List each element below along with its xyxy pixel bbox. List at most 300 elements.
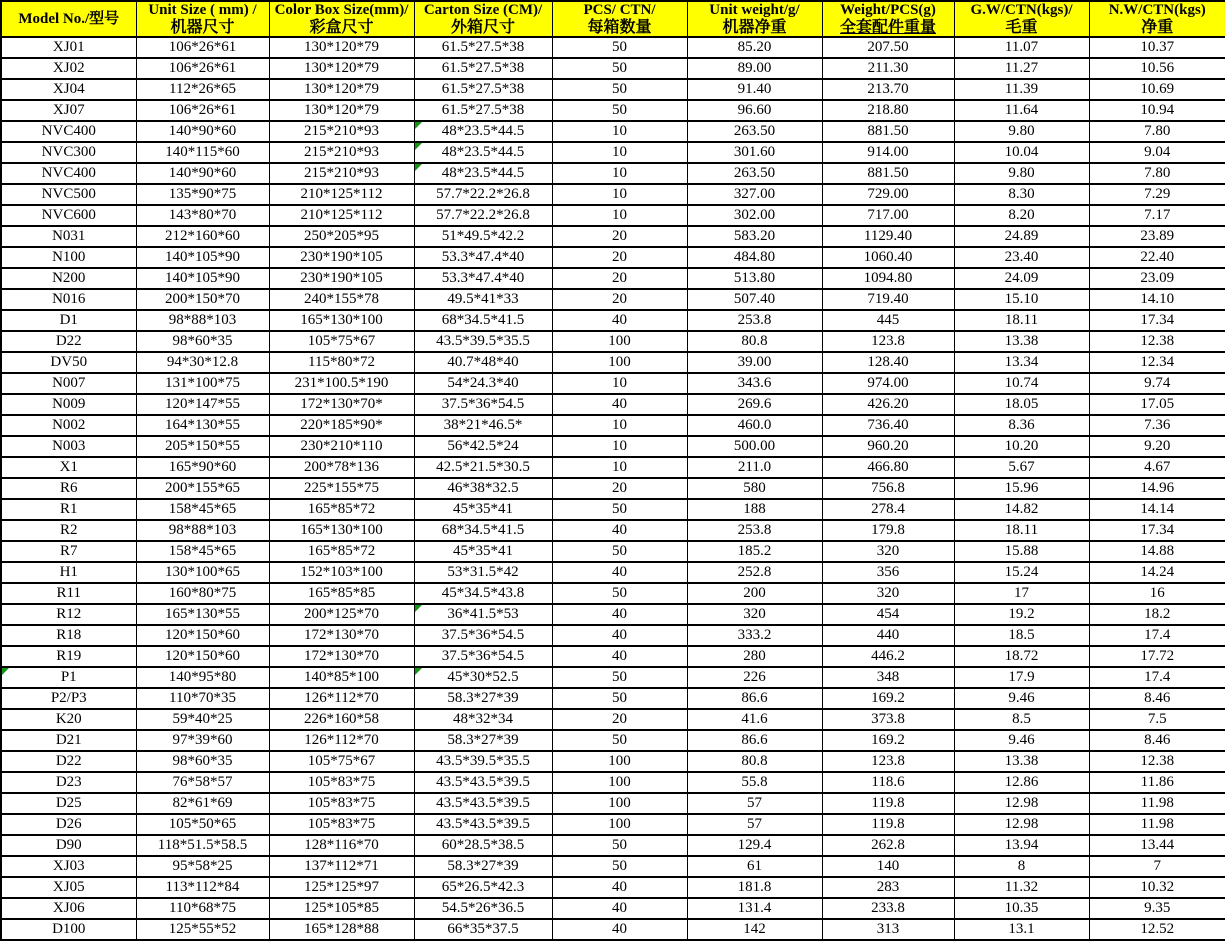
cell-weight-pcs[interactable]: 320 (822, 583, 954, 604)
cell-model[interactable]: R7 (1, 541, 136, 562)
cell-carton-size[interactable]: 43.5*43.5*39.5 (414, 793, 552, 814)
cell-color-box[interactable]: 165*85*72 (269, 499, 414, 520)
cell-unit-weight[interactable]: 460.0 (687, 415, 822, 436)
cell-nw-ctn[interactable]: 22.40 (1089, 247, 1225, 268)
cell-weight-pcs[interactable]: 207.50 (822, 37, 954, 58)
cell-pcs-ctn[interactable]: 40 (552, 877, 687, 898)
cell-unit-weight[interactable]: 333.2 (687, 625, 822, 646)
cell-gw-ctn[interactable]: 24.89 (954, 226, 1089, 247)
cell-unit-size[interactable]: 165*130*55 (136, 604, 269, 625)
cell-color-box[interactable]: 230*210*110 (269, 436, 414, 457)
cell-pcs-ctn[interactable]: 50 (552, 583, 687, 604)
cell-nw-ctn[interactable]: 10.69 (1089, 79, 1225, 100)
cell-color-box[interactable]: 125*105*85 (269, 898, 414, 919)
cell-weight-pcs[interactable]: 719.40 (822, 289, 954, 310)
cell-color-box[interactable]: 172*130*70 (269, 646, 414, 667)
cell-color-box[interactable]: 210*125*112 (269, 205, 414, 226)
cell-gw-ctn[interactable]: 10.04 (954, 142, 1089, 163)
cell-gw-ctn[interactable]: 13.34 (954, 352, 1089, 373)
cell-pcs-ctn[interactable]: 50 (552, 100, 687, 121)
cell-weight-pcs[interactable]: 169.2 (822, 730, 954, 751)
cell-color-box[interactable]: 230*190*105 (269, 268, 414, 289)
cell-nw-ctn[interactable]: 17.72 (1089, 646, 1225, 667)
cell-unit-weight[interactable]: 269.6 (687, 394, 822, 415)
cell-pcs-ctn[interactable]: 10 (552, 142, 687, 163)
cell-unit-size[interactable]: 120*147*55 (136, 394, 269, 415)
cell-unit-weight[interactable]: 280 (687, 646, 822, 667)
cell-carton-size[interactable]: 53*31.5*42 (414, 562, 552, 583)
cell-carton-size[interactable]: 45*34.5*43.8 (414, 583, 552, 604)
cell-color-box[interactable]: 220*185*90* (269, 415, 414, 436)
cell-color-box[interactable]: 250*205*95 (269, 226, 414, 247)
cell-carton-size[interactable]: 68*34.5*41.5 (414, 520, 552, 541)
cell-pcs-ctn[interactable]: 50 (552, 856, 687, 877)
cell-gw-ctn[interactable]: 9.46 (954, 688, 1089, 709)
cell-unit-weight[interactable]: 188 (687, 499, 822, 520)
cell-color-box[interactable]: 165*85*85 (269, 583, 414, 604)
cell-weight-pcs[interactable]: 320 (822, 541, 954, 562)
cell-model[interactable]: N016 (1, 289, 136, 310)
cell-nw-ctn[interactable]: 14.14 (1089, 499, 1225, 520)
cell-unit-weight[interactable]: 253.8 (687, 520, 822, 541)
cell-gw-ctn[interactable]: 11.27 (954, 58, 1089, 79)
cell-nw-ctn[interactable]: 17.34 (1089, 310, 1225, 331)
cell-unit-size[interactable]: 120*150*60 (136, 625, 269, 646)
cell-nw-ctn[interactable]: 12.52 (1089, 919, 1225, 940)
cell-model[interactable]: XJ07 (1, 100, 136, 121)
cell-unit-weight[interactable]: 86.6 (687, 688, 822, 709)
cell-unit-weight[interactable]: 80.8 (687, 331, 822, 352)
cell-weight-pcs[interactable]: 119.8 (822, 814, 954, 835)
cell-gw-ctn[interactable]: 11.32 (954, 877, 1089, 898)
cell-model[interactable]: NVC300 (1, 142, 136, 163)
cell-unit-size[interactable]: 212*160*60 (136, 226, 269, 247)
cell-unit-weight[interactable]: 86.6 (687, 730, 822, 751)
cell-unit-size[interactable]: 94*30*12.8 (136, 352, 269, 373)
cell-unit-size[interactable]: 140*105*90 (136, 247, 269, 268)
cell-model[interactable]: NVC400 (1, 163, 136, 184)
cell-nw-ctn[interactable]: 7.29 (1089, 184, 1225, 205)
cell-pcs-ctn[interactable]: 40 (552, 394, 687, 415)
cell-color-box[interactable]: 200*78*136 (269, 457, 414, 478)
cell-model[interactable]: R1 (1, 499, 136, 520)
cell-gw-ctn[interactable]: 24.09 (954, 268, 1089, 289)
cell-model[interactable]: D1 (1, 310, 136, 331)
cell-unit-weight[interactable]: 200 (687, 583, 822, 604)
cell-color-box[interactable]: 165*130*100 (269, 310, 414, 331)
cell-weight-pcs[interactable]: 736.40 (822, 415, 954, 436)
cell-weight-pcs[interactable]: 123.8 (822, 751, 954, 772)
cell-pcs-ctn[interactable]: 20 (552, 709, 687, 730)
cell-unit-weight[interactable]: 185.2 (687, 541, 822, 562)
cell-gw-ctn[interactable]: 18.11 (954, 310, 1089, 331)
cell-color-box[interactable]: 200*125*70 (269, 604, 414, 625)
cell-nw-ctn[interactable]: 7.5 (1089, 709, 1225, 730)
cell-gw-ctn[interactable]: 9.46 (954, 730, 1089, 751)
cell-nw-ctn[interactable]: 11.86 (1089, 772, 1225, 793)
cell-weight-pcs[interactable]: 445 (822, 310, 954, 331)
cell-pcs-ctn[interactable]: 100 (552, 793, 687, 814)
cell-pcs-ctn[interactable]: 20 (552, 478, 687, 499)
cell-weight-pcs[interactable]: 262.8 (822, 835, 954, 856)
cell-model[interactable]: D90 (1, 835, 136, 856)
cell-unit-weight[interactable]: 507.40 (687, 289, 822, 310)
column-header-color-box[interactable] (269, 1, 414, 37)
cell-color-box[interactable]: 165*85*72 (269, 541, 414, 562)
cell-weight-pcs[interactable]: 179.8 (822, 520, 954, 541)
cell-pcs-ctn[interactable]: 50 (552, 730, 687, 751)
cell-unit-size[interactable]: 110*68*75 (136, 898, 269, 919)
cell-gw-ctn[interactable]: 8.30 (954, 184, 1089, 205)
cell-color-box[interactable]: 226*160*58 (269, 709, 414, 730)
cell-weight-pcs[interactable]: 348 (822, 667, 954, 688)
cell-carton-size[interactable]: 57.7*22.2*26.8 (414, 205, 552, 226)
cell-carton-size[interactable]: 48*32*34 (414, 709, 552, 730)
cell-carton-size[interactable]: 61.5*27.5*38 (414, 79, 552, 100)
cell-carton-size[interactable]: 42.5*21.5*30.5 (414, 457, 552, 478)
cell-unit-size[interactable]: 130*100*65 (136, 562, 269, 583)
cell-nw-ctn[interactable]: 16 (1089, 583, 1225, 604)
cell-carton-size[interactable]: 45*30*52.5 (414, 667, 552, 688)
cell-unit-weight[interactable]: 211.0 (687, 457, 822, 478)
cell-color-box[interactable]: 125*125*97 (269, 877, 414, 898)
cell-pcs-ctn[interactable]: 50 (552, 58, 687, 79)
cell-gw-ctn[interactable]: 8 (954, 856, 1089, 877)
cell-color-box[interactable]: 165*128*88 (269, 919, 414, 940)
cell-gw-ctn[interactable]: 8.5 (954, 709, 1089, 730)
cell-nw-ctn[interactable]: 7.17 (1089, 205, 1225, 226)
cell-nw-ctn[interactable]: 17.05 (1089, 394, 1225, 415)
cell-gw-ctn[interactable]: 8.36 (954, 415, 1089, 436)
cell-unit-size[interactable]: 59*40*25 (136, 709, 269, 730)
cell-unit-weight[interactable]: 57 (687, 814, 822, 835)
cell-color-box[interactable]: 105*83*75 (269, 793, 414, 814)
cell-color-box[interactable]: 215*210*93 (269, 163, 414, 184)
cell-gw-ctn[interactable]: 10.35 (954, 898, 1089, 919)
cell-unit-weight[interactable]: 129.4 (687, 835, 822, 856)
cell-model[interactable]: N100 (1, 247, 136, 268)
cell-carton-size[interactable]: 61.5*27.5*38 (414, 37, 552, 58)
cell-carton-size[interactable]: 48*23.5*44.5 (414, 121, 552, 142)
cell-weight-pcs[interactable]: 169.2 (822, 688, 954, 709)
cell-pcs-ctn[interactable]: 10 (552, 163, 687, 184)
cell-unit-weight[interactable]: 39.00 (687, 352, 822, 373)
cell-unit-weight[interactable]: 96.60 (687, 100, 822, 121)
cell-weight-pcs[interactable]: 914.00 (822, 142, 954, 163)
cell-pcs-ctn[interactable]: 50 (552, 541, 687, 562)
cell-pcs-ctn[interactable]: 40 (552, 310, 687, 331)
cell-gw-ctn[interactable]: 13.94 (954, 835, 1089, 856)
cell-pcs-ctn[interactable]: 40 (552, 898, 687, 919)
cell-unit-weight[interactable]: 301.60 (687, 142, 822, 163)
cell-model[interactable]: N002 (1, 415, 136, 436)
cell-pcs-ctn[interactable]: 10 (552, 184, 687, 205)
cell-weight-pcs[interactable]: 140 (822, 856, 954, 877)
cell-unit-weight[interactable]: 253.8 (687, 310, 822, 331)
cell-color-box[interactable]: 128*116*70 (269, 835, 414, 856)
cell-carton-size[interactable]: 61.5*27.5*38 (414, 58, 552, 79)
cell-model[interactable]: N031 (1, 226, 136, 247)
cell-weight-pcs[interactable]: 960.20 (822, 436, 954, 457)
cell-nw-ctn[interactable]: 12.38 (1089, 751, 1225, 772)
cell-nw-ctn[interactable]: 17.34 (1089, 520, 1225, 541)
cell-model[interactable]: D21 (1, 730, 136, 751)
cell-model[interactable]: NVC500 (1, 184, 136, 205)
cell-nw-ctn[interactable]: 13.44 (1089, 835, 1225, 856)
cell-color-box[interactable]: 130*120*79 (269, 37, 414, 58)
cell-pcs-ctn[interactable]: 20 (552, 289, 687, 310)
cell-carton-size[interactable]: 46*38*32.5 (414, 478, 552, 499)
cell-model[interactable]: DV50 (1, 352, 136, 373)
cell-gw-ctn[interactable]: 17.9 (954, 667, 1089, 688)
cell-unit-size[interactable]: 140*115*60 (136, 142, 269, 163)
cell-color-box[interactable]: 215*210*93 (269, 142, 414, 163)
cell-carton-size[interactable]: 43.5*43.5*39.5 (414, 772, 552, 793)
cell-color-box[interactable]: 230*190*105 (269, 247, 414, 268)
cell-color-box[interactable]: 240*155*78 (269, 289, 414, 310)
cell-carton-size[interactable]: 58.3*27*39 (414, 730, 552, 751)
cell-unit-weight[interactable]: 327.00 (687, 184, 822, 205)
column-header-unit-weight[interactable] (687, 1, 822, 37)
cell-weight-pcs[interactable]: 211.30 (822, 58, 954, 79)
cell-pcs-ctn[interactable]: 100 (552, 772, 687, 793)
cell-nw-ctn[interactable]: 7.80 (1089, 121, 1225, 142)
cell-pcs-ctn[interactable]: 10 (552, 415, 687, 436)
cell-nw-ctn[interactable]: 12.34 (1089, 352, 1225, 373)
cell-color-box[interactable]: 210*125*112 (269, 184, 414, 205)
cell-nw-ctn[interactable]: 8.46 (1089, 730, 1225, 751)
cell-unit-size[interactable]: 158*45*65 (136, 499, 269, 520)
cell-unit-size[interactable]: 82*61*69 (136, 793, 269, 814)
cell-unit-size[interactable]: 143*80*70 (136, 205, 269, 226)
cell-weight-pcs[interactable]: 233.8 (822, 898, 954, 919)
cell-unit-weight[interactable]: 513.80 (687, 268, 822, 289)
cell-unit-size[interactable]: 112*26*65 (136, 79, 269, 100)
cell-color-box[interactable]: 105*83*75 (269, 772, 414, 793)
cell-color-box[interactable]: 215*210*93 (269, 121, 414, 142)
cell-unit-size[interactable]: 200*155*65 (136, 478, 269, 499)
cell-pcs-ctn[interactable]: 40 (552, 646, 687, 667)
cell-nw-ctn[interactable]: 4.67 (1089, 457, 1225, 478)
column-header-model[interactable] (1, 1, 136, 37)
cell-pcs-ctn[interactable]: 40 (552, 562, 687, 583)
cell-gw-ctn[interactable]: 17 (954, 583, 1089, 604)
cell-unit-size[interactable]: 98*60*35 (136, 751, 269, 772)
cell-gw-ctn[interactable]: 23.40 (954, 247, 1089, 268)
cell-unit-weight[interactable]: 89.00 (687, 58, 822, 79)
cell-unit-size[interactable]: 165*90*60 (136, 457, 269, 478)
cell-nw-ctn[interactable]: 10.37 (1089, 37, 1225, 58)
cell-color-box[interactable]: 126*112*70 (269, 688, 414, 709)
cell-gw-ctn[interactable]: 10.74 (954, 373, 1089, 394)
cell-unit-size[interactable]: 140*90*60 (136, 121, 269, 142)
column-header-unit-size[interactable] (136, 1, 269, 37)
cell-nw-ctn[interactable]: 14.96 (1089, 478, 1225, 499)
cell-model[interactable]: D22 (1, 751, 136, 772)
cell-model[interactable]: D25 (1, 793, 136, 814)
cell-color-box[interactable]: 172*130*70 (269, 625, 414, 646)
column-header-pcs-ctn[interactable] (552, 1, 687, 37)
cell-unit-weight[interactable]: 583.20 (687, 226, 822, 247)
cell-unit-size[interactable]: 106*26*61 (136, 58, 269, 79)
cell-weight-pcs[interactable]: 1060.40 (822, 247, 954, 268)
cell-nw-ctn[interactable]: 9.04 (1089, 142, 1225, 163)
cell-nw-ctn[interactable]: 9.20 (1089, 436, 1225, 457)
cell-unit-size[interactable]: 110*70*35 (136, 688, 269, 709)
cell-gw-ctn[interactable]: 12.98 (954, 814, 1089, 835)
cell-nw-ctn[interactable]: 10.32 (1089, 877, 1225, 898)
cell-carton-size[interactable]: 43.5*39.5*35.5 (414, 331, 552, 352)
cell-unit-size[interactable]: 118*51.5*58.5 (136, 835, 269, 856)
cell-weight-pcs[interactable]: 283 (822, 877, 954, 898)
cell-carton-size[interactable]: 45*35*41 (414, 499, 552, 520)
cell-nw-ctn[interactable]: 23.89 (1089, 226, 1225, 247)
cell-model[interactable]: N200 (1, 268, 136, 289)
cell-model[interactable]: XJ02 (1, 58, 136, 79)
cell-nw-ctn[interactable]: 14.24 (1089, 562, 1225, 583)
cell-gw-ctn[interactable]: 15.10 (954, 289, 1089, 310)
cell-nw-ctn[interactable]: 11.98 (1089, 814, 1225, 835)
cell-weight-pcs[interactable]: 1094.80 (822, 268, 954, 289)
column-header-nw-ctn[interactable] (1089, 1, 1225, 37)
cell-carton-size[interactable]: 38*21*46.5* (414, 415, 552, 436)
cell-weight-pcs[interactable]: 1129.40 (822, 226, 954, 247)
cell-unit-weight[interactable]: 85.20 (687, 37, 822, 58)
cell-weight-pcs[interactable]: 218.80 (822, 100, 954, 121)
cell-unit-weight[interactable]: 91.40 (687, 79, 822, 100)
cell-gw-ctn[interactable]: 15.88 (954, 541, 1089, 562)
cell-pcs-ctn[interactable]: 100 (552, 814, 687, 835)
cell-unit-size[interactable]: 76*58*57 (136, 772, 269, 793)
cell-model[interactable]: XJ03 (1, 856, 136, 877)
cell-carton-size[interactable]: 56*42.5*24 (414, 436, 552, 457)
cell-unit-size[interactable]: 106*26*61 (136, 37, 269, 58)
cell-unit-size[interactable]: 158*45*65 (136, 541, 269, 562)
cell-weight-pcs[interactable]: 118.6 (822, 772, 954, 793)
cell-unit-weight[interactable]: 226 (687, 667, 822, 688)
cell-nw-ctn[interactable]: 7.80 (1089, 163, 1225, 184)
cell-pcs-ctn[interactable]: 100 (552, 331, 687, 352)
cell-gw-ctn[interactable]: 5.67 (954, 457, 1089, 478)
cell-model[interactable]: N007 (1, 373, 136, 394)
cell-nw-ctn[interactable]: 10.56 (1089, 58, 1225, 79)
cell-pcs-ctn[interactable]: 100 (552, 352, 687, 373)
cell-carton-size[interactable]: 68*34.5*41.5 (414, 310, 552, 331)
column-header-weight-pcs[interactable] (822, 1, 954, 37)
cell-pcs-ctn[interactable]: 40 (552, 520, 687, 541)
cell-carton-size[interactable]: 58.3*27*39 (414, 688, 552, 709)
cell-nw-ctn[interactable]: 11.98 (1089, 793, 1225, 814)
cell-unit-size[interactable]: 140*90*60 (136, 163, 269, 184)
cell-pcs-ctn[interactable]: 10 (552, 121, 687, 142)
cell-carton-size[interactable]: 61.5*27.5*38 (414, 100, 552, 121)
cell-model[interactable]: N003 (1, 436, 136, 457)
cell-unit-size[interactable]: 98*88*103 (136, 310, 269, 331)
cell-gw-ctn[interactable]: 13.38 (954, 331, 1089, 352)
cell-gw-ctn[interactable]: 18.72 (954, 646, 1089, 667)
cell-model[interactable]: D22 (1, 331, 136, 352)
cell-gw-ctn[interactable]: 18.5 (954, 625, 1089, 646)
cell-color-box[interactable]: 105*75*67 (269, 751, 414, 772)
cell-unit-weight[interactable]: 320 (687, 604, 822, 625)
cell-carton-size[interactable]: 40.7*48*40 (414, 352, 552, 373)
cell-color-box[interactable]: 105*75*67 (269, 331, 414, 352)
cell-pcs-ctn[interactable]: 40 (552, 919, 687, 940)
cell-gw-ctn[interactable]: 12.86 (954, 772, 1089, 793)
cell-carton-size[interactable]: 43.5*43.5*39.5 (414, 814, 552, 835)
cell-model[interactable]: XJ05 (1, 877, 136, 898)
cell-unit-weight[interactable]: 41.6 (687, 709, 822, 730)
cell-weight-pcs[interactable]: 881.50 (822, 163, 954, 184)
cell-model[interactable]: R18 (1, 625, 136, 646)
column-header-carton-size[interactable] (414, 1, 552, 37)
cell-pcs-ctn[interactable]: 50 (552, 688, 687, 709)
cell-weight-pcs[interactable]: 123.8 (822, 331, 954, 352)
cell-pcs-ctn[interactable]: 20 (552, 247, 687, 268)
cell-carton-size[interactable]: 48*23.5*44.5 (414, 163, 552, 184)
cell-color-box[interactable]: 225*155*75 (269, 478, 414, 499)
cell-carton-size[interactable]: 51*49.5*42.2 (414, 226, 552, 247)
cell-weight-pcs[interactable]: 466.80 (822, 457, 954, 478)
cell-model[interactable]: R12 (1, 604, 136, 625)
cell-pcs-ctn[interactable]: 50 (552, 37, 687, 58)
cell-unit-size[interactable]: 135*90*75 (136, 184, 269, 205)
cell-weight-pcs[interactable]: 119.8 (822, 793, 954, 814)
cell-model[interactable]: R19 (1, 646, 136, 667)
cell-gw-ctn[interactable]: 18.11 (954, 520, 1089, 541)
cell-color-box[interactable]: 137*112*71 (269, 856, 414, 877)
cell-unit-size[interactable]: 140*105*90 (136, 268, 269, 289)
cell-unit-weight[interactable]: 252.8 (687, 562, 822, 583)
cell-nw-ctn[interactable]: 14.10 (1089, 289, 1225, 310)
cell-pcs-ctn[interactable]: 50 (552, 79, 687, 100)
cell-carton-size[interactable]: 48*23.5*44.5 (414, 142, 552, 163)
cell-model[interactable]: K20 (1, 709, 136, 730)
cell-color-box[interactable]: 152*103*100 (269, 562, 414, 583)
cell-weight-pcs[interactable]: 756.8 (822, 478, 954, 499)
cell-pcs-ctn[interactable]: 50 (552, 499, 687, 520)
cell-unit-size[interactable]: 140*95*80 (136, 667, 269, 688)
cell-weight-pcs[interactable]: 881.50 (822, 121, 954, 142)
cell-color-box[interactable]: 126*112*70 (269, 730, 414, 751)
cell-gw-ctn[interactable]: 9.80 (954, 121, 1089, 142)
cell-gw-ctn[interactable]: 15.24 (954, 562, 1089, 583)
cell-carton-size[interactable]: 54*24.3*40 (414, 373, 552, 394)
cell-pcs-ctn[interactable]: 20 (552, 268, 687, 289)
cell-pcs-ctn[interactable]: 100 (552, 751, 687, 772)
cell-weight-pcs[interactable]: 446.2 (822, 646, 954, 667)
cell-unit-weight[interactable]: 484.80 (687, 247, 822, 268)
cell-carton-size[interactable]: 60*28.5*38.5 (414, 835, 552, 856)
cell-nw-ctn[interactable]: 18.2 (1089, 604, 1225, 625)
cell-model[interactable]: X1 (1, 457, 136, 478)
cell-unit-size[interactable]: 113*112*84 (136, 877, 269, 898)
cell-pcs-ctn[interactable]: 10 (552, 457, 687, 478)
cell-unit-weight[interactable]: 263.50 (687, 121, 822, 142)
cell-unit-weight[interactable]: 80.8 (687, 751, 822, 772)
cell-weight-pcs[interactable]: 313 (822, 919, 954, 940)
cell-color-box[interactable]: 140*85*100 (269, 667, 414, 688)
cell-carton-size[interactable]: 53.3*47.4*40 (414, 268, 552, 289)
cell-model[interactable]: D26 (1, 814, 136, 835)
cell-color-box[interactable]: 105*83*75 (269, 814, 414, 835)
cell-unit-size[interactable]: 205*150*55 (136, 436, 269, 457)
cell-unit-size[interactable]: 200*150*70 (136, 289, 269, 310)
cell-gw-ctn[interactable]: 19.2 (954, 604, 1089, 625)
cell-carton-size[interactable]: 65*26.5*42.3 (414, 877, 552, 898)
cell-gw-ctn[interactable]: 12.98 (954, 793, 1089, 814)
cell-carton-size[interactable]: 57.7*22.2*26.8 (414, 184, 552, 205)
